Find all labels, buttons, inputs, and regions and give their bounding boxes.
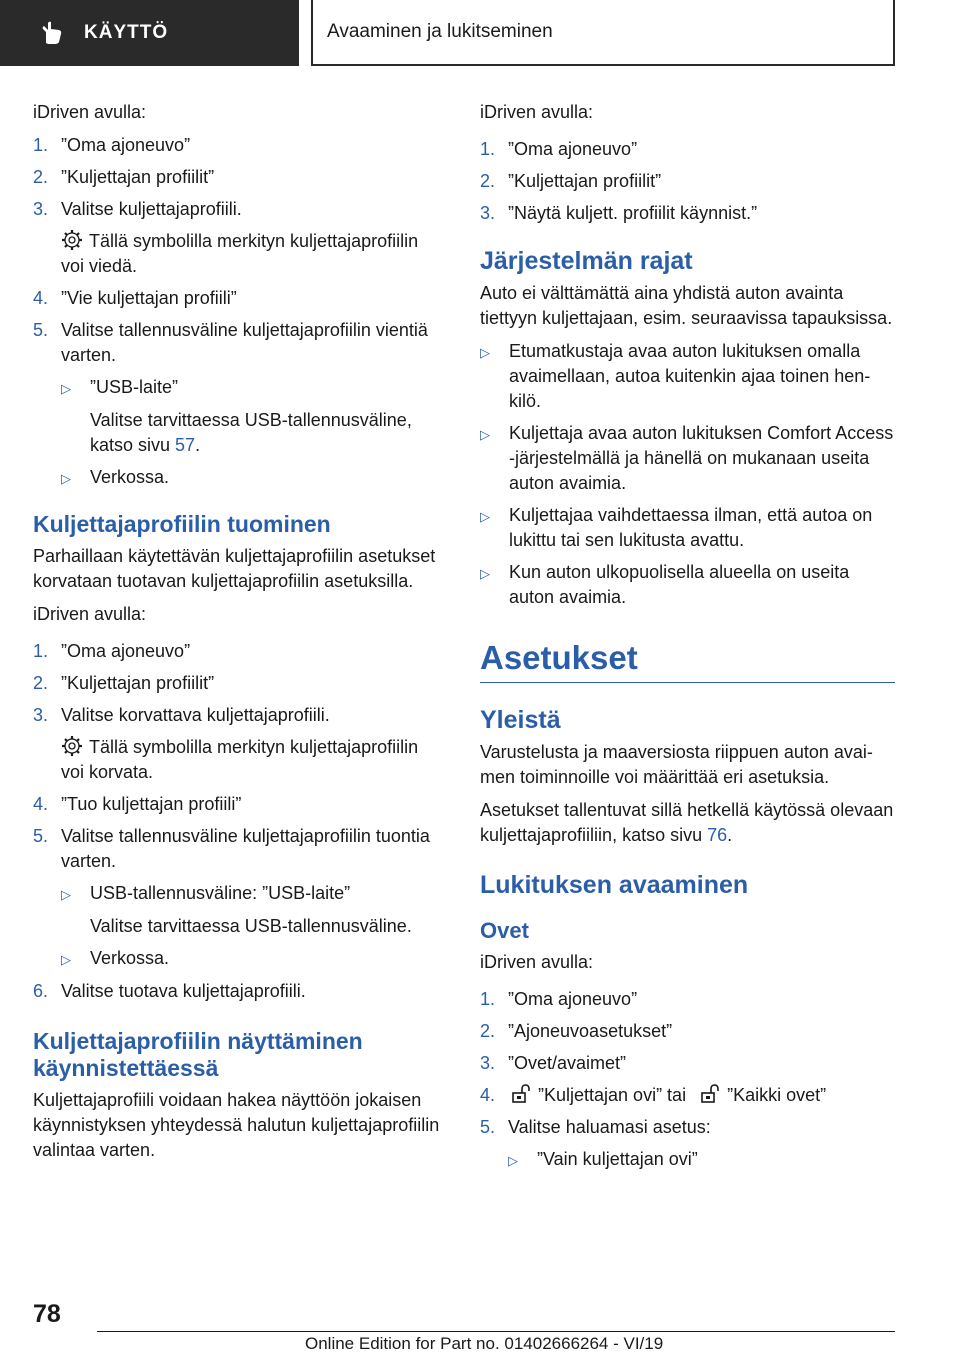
list-text: Valitse korvattava kuljettajaprofiili. xyxy=(61,705,330,725)
bullet-triangle-icon: ▷ xyxy=(480,345,490,360)
sub-item xyxy=(61,946,443,972)
option-text: ”Kuljettajan ovi” tai xyxy=(538,1085,687,1105)
bullet-triangle-icon: ▷ xyxy=(480,566,490,581)
list-text: ”Oma ajoneuvo” xyxy=(61,135,191,155)
door-steps xyxy=(480,987,895,1173)
pointing-hand-icon xyxy=(40,21,66,45)
list-text: Valitse tallennusväline kuljettajaprofiilin vientiä varten. xyxy=(61,320,428,365)
list-number: 2. xyxy=(480,1021,496,1041)
list-item xyxy=(480,1019,895,1044)
sub-item xyxy=(61,375,443,458)
footer-divider xyxy=(97,1331,895,1332)
right-column xyxy=(480,100,895,1180)
paragraph-text: Asetukset tallentuvat sillä hetkellä käytössä olevaan kuljettajaprofiiliin, katso sivu xyxy=(480,800,894,845)
list-item xyxy=(480,1115,895,1140)
list-number: 4. xyxy=(33,794,49,814)
sub-item-label: ”USB-laite” xyxy=(90,377,179,397)
sub-item-text: Verkossa. xyxy=(90,948,170,968)
page-header xyxy=(0,0,960,66)
list-text: ”Vie kuljettajan profiili” xyxy=(61,288,237,308)
note-text: Tällä symbolilla merkityn kuljettajaprofiilin voi viedä. xyxy=(61,231,419,276)
export-steps xyxy=(33,133,443,491)
detail-text: Valitse tarvittaessa USB-tallennusväline, katso sivu xyxy=(90,410,412,455)
list-number: 5. xyxy=(33,320,49,340)
list-text: ”Ajoneuvoasetukset” xyxy=(508,1021,673,1041)
list-item xyxy=(33,639,443,664)
list-item xyxy=(480,1083,895,1108)
list-number: 1. xyxy=(480,139,496,159)
list-item xyxy=(480,1051,895,1076)
list-text: ”Oma ajoneuvo” xyxy=(508,139,638,159)
bullet-item xyxy=(480,421,895,496)
bullet-text: Kuljettaja avaa auton lukituksen Comfort Access -järjestelmällä ja hänellä on mukanaan useita auton avaimia. xyxy=(509,423,894,493)
sub-item-text: ”Vain kuljettajan ovi” xyxy=(537,1149,698,1169)
list-item xyxy=(33,979,443,1004)
list-item xyxy=(480,169,895,194)
general-paragraph-1: Varustelusta ja maaversiosta riippuen auton avaimen toiminnoille voi määrittää eri asetuksia. xyxy=(480,742,873,787)
list-number: 2. xyxy=(480,171,496,191)
sub-item xyxy=(508,1147,895,1173)
list-number: 1. xyxy=(480,989,496,1009)
list-text: ”Oma ajoneuvo” xyxy=(61,641,191,661)
list-item xyxy=(33,197,443,222)
gear-icon xyxy=(61,229,83,251)
list-number: 5. xyxy=(480,1117,496,1137)
list-text: Valitse haluamasi asetus: xyxy=(508,1117,711,1137)
unlock-icon xyxy=(699,1083,721,1105)
list-number: 2. xyxy=(33,167,49,187)
list-text: Valitse kuljettajaprofiili. xyxy=(61,199,242,219)
list-item xyxy=(33,318,443,368)
sub-item-text: Verkossa. xyxy=(90,467,170,487)
heading-doors: Ovet xyxy=(480,918,529,943)
list-item xyxy=(33,824,443,874)
list-item xyxy=(33,165,443,190)
import-paragraph: Parhaillaan käytettävän kuljettajaprofiilin asetukset korvataan tuotavan kuljettajaprofiilin asetuksilla. xyxy=(33,546,436,591)
sub-item-text xyxy=(90,375,443,458)
heading-limits: Järjestelmän rajat xyxy=(480,247,693,275)
page-number: 78 xyxy=(33,1300,61,1328)
left-column xyxy=(33,100,443,1171)
general-paragraph-2 xyxy=(480,798,895,848)
bullet-item xyxy=(480,503,895,553)
list-text: ”Tuo kuljettajan profiili” xyxy=(61,794,242,814)
list-text: ”Ovet/avaimet” xyxy=(508,1053,627,1073)
list-text xyxy=(508,1083,895,1108)
note xyxy=(61,229,443,279)
list-number: 5. xyxy=(33,826,49,846)
bullet-triangle-icon: ▷ xyxy=(61,471,71,486)
sub-item-detail: Valitse tarvittaessa USB-tallennusväline. xyxy=(90,916,412,936)
list-text: ”Kuljettajan profiilit” xyxy=(508,171,662,191)
chapter-tab[interactable] xyxy=(0,0,299,66)
list-number: 1. xyxy=(33,641,49,661)
intro-text: iDriven avulla: xyxy=(33,604,147,624)
list-item xyxy=(480,137,895,162)
unlock-icon xyxy=(510,1083,532,1105)
bullet-text: Kun auton ulkopuolisella alueella on useita auton avaimia. xyxy=(509,562,850,607)
chapter-title: KÄYTTÖ xyxy=(84,22,169,43)
bullet-text: Kuljettajaa vaihdettaessa ilman, että autoa on lukittu tai sen lukitusta avattu. xyxy=(509,505,873,550)
gear-icon xyxy=(61,735,83,757)
bullet-triangle-icon: ▷ xyxy=(61,381,71,396)
display-paragraph: Kuljettajaprofiili voidaan hakea näyttöön jokaisen käynnistyksen yhteydessä halutun kuljettajaprofiilin valintaa varten. xyxy=(33,1090,440,1160)
heading-general: Yleistä xyxy=(480,706,561,734)
list-number: 4. xyxy=(33,288,49,308)
bullet-triangle-icon: ▷ xyxy=(508,1153,518,1168)
page-link[interactable]: 57 xyxy=(175,435,196,455)
list-number: 1. xyxy=(33,135,49,155)
heading-settings: Asetukset xyxy=(480,638,895,683)
detail-text: . xyxy=(195,435,201,455)
heading-display: Kuljettajaprofiilin näyttäminen käynnistettäessä xyxy=(33,1028,363,1081)
paragraph-text: . xyxy=(727,825,733,845)
section-tab[interactable] xyxy=(311,0,895,66)
sub-item-detail xyxy=(90,408,443,458)
list-number: 3. xyxy=(33,705,49,725)
list-text: ”Näytä kuljett. profiilit käynnist.” xyxy=(508,203,758,223)
sub-item xyxy=(61,465,443,491)
display-steps xyxy=(480,137,895,226)
list-item xyxy=(33,133,443,158)
section-title: Avaaminen ja lukitseminen xyxy=(327,21,553,42)
bullet-triangle-icon: ▷ xyxy=(480,427,490,442)
list-item xyxy=(33,792,443,817)
list-text: Valitse tallennusväline kuljettajaprofiilin tuontia varten. xyxy=(61,826,430,871)
list-number: 3. xyxy=(480,203,496,223)
list-number: 3. xyxy=(33,199,49,219)
note xyxy=(61,735,443,785)
bullet-item xyxy=(480,339,895,414)
sub-item-label: USB-tallennusväline: ”USB-laite” xyxy=(90,883,351,903)
sub-item xyxy=(61,881,443,939)
list-item xyxy=(33,671,443,696)
list-number: 4. xyxy=(480,1085,496,1105)
list-item xyxy=(33,286,443,311)
intro-text: iDriven avulla: xyxy=(480,102,594,122)
list-item xyxy=(480,987,895,1012)
list-text: Valitse tuotava kuljettajaprofiili. xyxy=(61,981,306,1001)
intro-text: iDriven avulla: xyxy=(33,102,147,122)
intro-text: iDriven avulla: xyxy=(480,952,594,972)
list-text: ”Kuljettajan profiilit” xyxy=(61,673,215,693)
list-item xyxy=(33,703,443,728)
bullet-text: Etumatkustaja avaa auton lukituksen omalla avaimellaan, autoa kuitenkin ajaa toinen henkilö. xyxy=(509,341,871,411)
edition-text: Online Edition for Part no. 01402666264 - VI/19 xyxy=(305,1334,664,1353)
bullet-item xyxy=(480,560,895,610)
import-steps xyxy=(33,639,443,1004)
bullet-triangle-icon: ▷ xyxy=(480,509,490,524)
list-number: 3. xyxy=(480,1053,496,1073)
limits-paragraph: Auto ei välttämättä aina yhdistä auton avainta tiettyyn kuljettajaan, esim. seuraavissa tapauksissa. xyxy=(480,283,893,328)
option-text: ”Kaikki ovet” xyxy=(727,1085,827,1105)
list-number: 6. xyxy=(33,981,49,1001)
list-text: ”Oma ajoneuvo” xyxy=(508,989,638,1009)
bullet-triangle-icon: ▷ xyxy=(61,952,71,967)
sub-item-text xyxy=(90,881,443,939)
list-item xyxy=(480,201,895,226)
bullet-triangle-icon: ▷ xyxy=(61,887,71,902)
heading-unlock: Lukituksen avaaminen xyxy=(480,871,749,899)
heading-import: Kuljettajaprofiilin tuominen xyxy=(33,511,331,537)
list-text: ”Kuljettajan profiilit” xyxy=(61,167,215,187)
note-text: Tällä symbolilla merkityn kuljettajaprofiilin voi korvata. xyxy=(61,737,419,782)
page-link[interactable]: 76 xyxy=(707,825,728,845)
list-number: 2. xyxy=(33,673,49,693)
